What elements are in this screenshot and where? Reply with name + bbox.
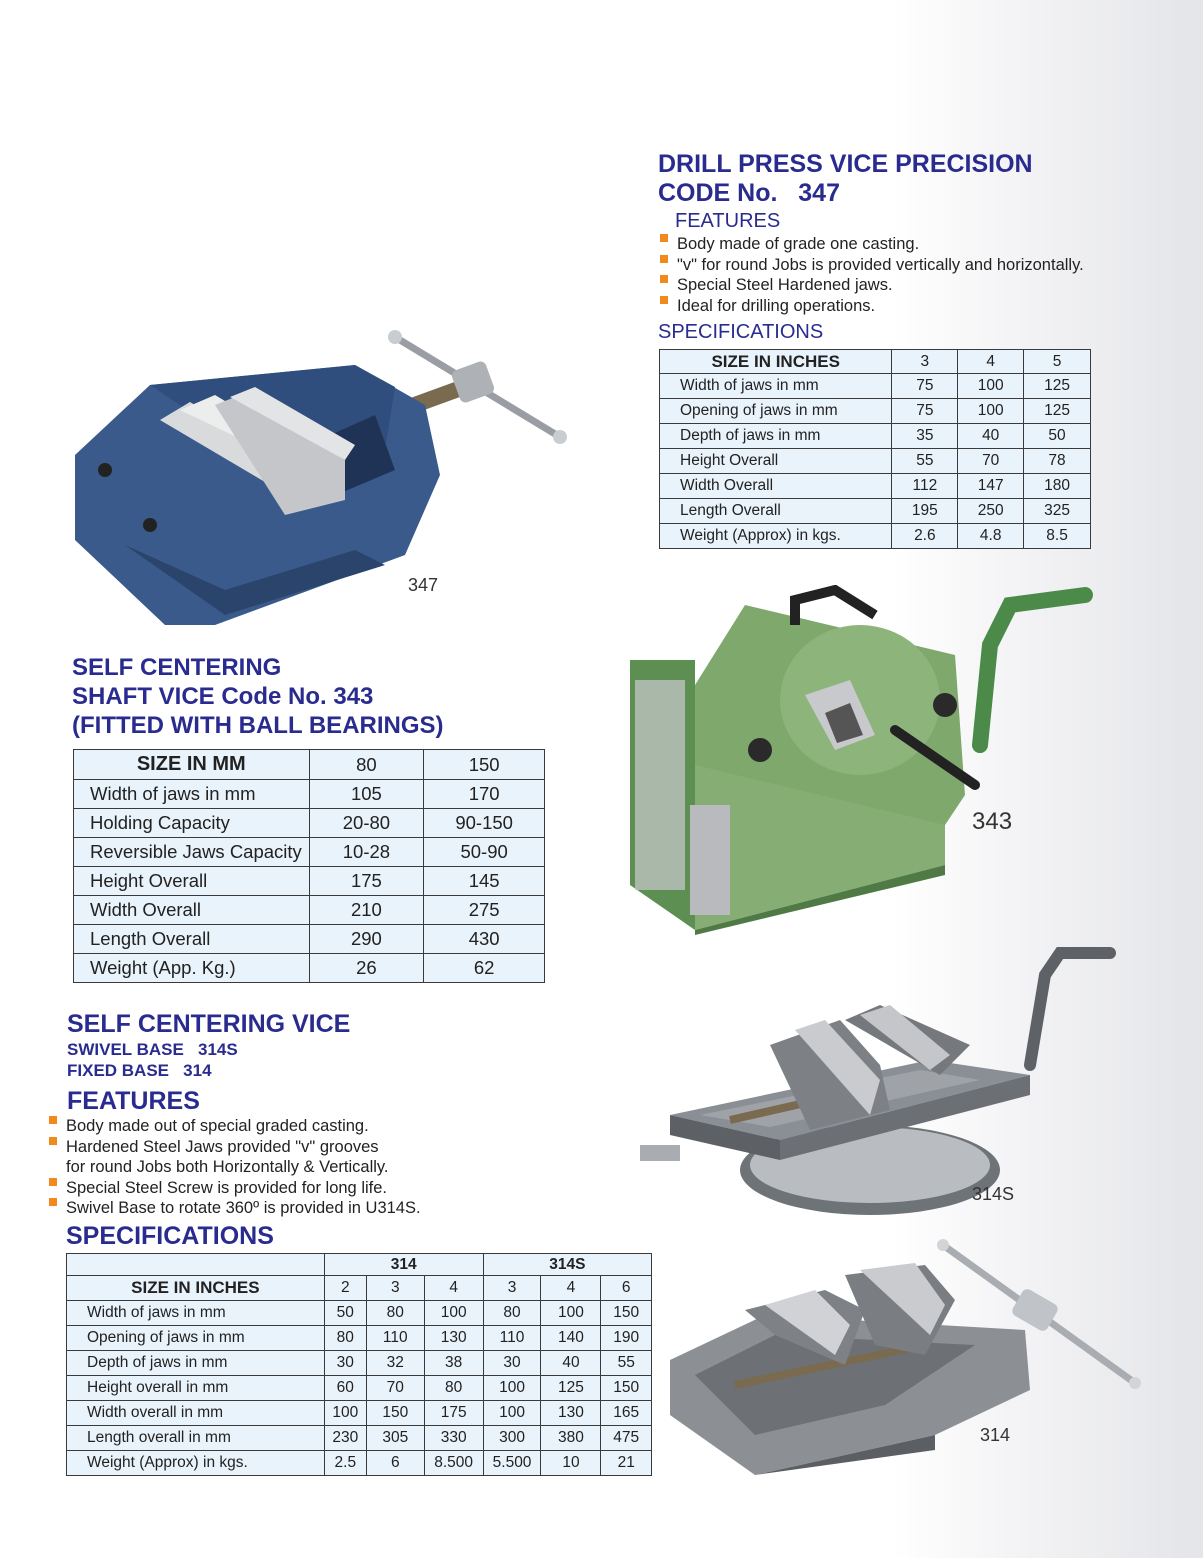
cell: 80 (324, 1326, 366, 1351)
cell: 300 (483, 1426, 541, 1451)
title-343-line1: SELF CENTERING (72, 654, 282, 681)
row-label: Weight (Approx) in kgs. (660, 524, 892, 549)
column-header: 3 (366, 1276, 424, 1301)
table-row (74, 867, 545, 896)
group-header-314s: 314S (483, 1254, 651, 1276)
row-label: Width of jaws in mm (660, 374, 892, 399)
features-list-347 (660, 234, 1084, 316)
row-label: Opening of jaws in mm (67, 1326, 325, 1351)
cell: 190 (601, 1326, 652, 1351)
cell: 90-150 (424, 809, 545, 838)
features-heading-314: FEATURES (67, 1087, 200, 1115)
cell: 250 (958, 499, 1024, 524)
table-row (67, 1426, 652, 1451)
table-header-row (660, 350, 1091, 374)
vice-343-image (625, 585, 1095, 935)
table-row (67, 1401, 652, 1426)
cell: 110 (366, 1326, 424, 1351)
table-row (74, 809, 545, 838)
features-list-314 (49, 1116, 421, 1219)
cell: 20-80 (309, 809, 424, 838)
table-row (660, 374, 1091, 399)
section-347-header (658, 150, 1033, 234)
cell: 290 (309, 925, 424, 954)
cell: 80 (483, 1301, 541, 1326)
cell: 150 (366, 1401, 424, 1426)
table-row (660, 524, 1091, 549)
row-label: Length Overall (660, 499, 892, 524)
row-label: Weight (Approx) in kgs. (67, 1451, 325, 1476)
cell: 125 (1024, 399, 1091, 424)
column-header: 150 (424, 750, 545, 780)
cell: 2.6 (892, 524, 958, 549)
cell: 26 (309, 954, 424, 983)
cell: 150 (601, 1376, 652, 1401)
row-label: Depth of jaws in mm (660, 424, 892, 449)
cell: 175 (309, 867, 424, 896)
cell: 40 (958, 424, 1024, 449)
cell: 8.5 (1024, 524, 1091, 549)
table-row (74, 896, 545, 925)
cell: 100 (483, 1376, 541, 1401)
cell: 10 (541, 1451, 601, 1476)
cell: 21 (601, 1451, 652, 1476)
feature-item: "v" for round Jobs is provided vertically and horizontally. (660, 255, 1084, 276)
column-header: 4 (424, 1276, 483, 1301)
table-row (74, 838, 545, 867)
title-343-line2: SHAFT VICE Code No. 343 (72, 683, 374, 710)
cell: 130 (424, 1326, 483, 1351)
cell: 5.500 (483, 1451, 541, 1476)
cell: 100 (424, 1301, 483, 1326)
cell: 78 (1024, 449, 1091, 474)
column-header: SIZE IN INCHES (660, 350, 892, 374)
cell: 275 (424, 896, 545, 925)
vice-314-image (665, 1235, 1145, 1475)
table-header-row (67, 1276, 652, 1301)
column-header: 4 (958, 350, 1024, 374)
features-heading-347: FEATURES (675, 210, 781, 232)
table-row (74, 780, 545, 809)
cell: 80 (366, 1301, 424, 1326)
cell: 35 (892, 424, 958, 449)
column-header: 3 (483, 1276, 541, 1301)
row-label: Width of jaws in mm (74, 780, 310, 809)
cell: 50 (324, 1301, 366, 1326)
section-343-header (72, 653, 444, 740)
row-label: Width Overall (660, 474, 892, 499)
cell: 50 (1024, 424, 1091, 449)
cell: 125 (541, 1376, 601, 1401)
table-row (660, 424, 1091, 449)
cell: 30 (483, 1351, 541, 1376)
cell: 112 (892, 474, 958, 499)
caption-343: 343 (972, 808, 1013, 835)
cell: 50-90 (424, 838, 545, 867)
caption-314: 314 (980, 1425, 1011, 1445)
cell: 70 (958, 449, 1024, 474)
caption-314s: 314S (972, 1184, 1015, 1204)
column-header: 6 (601, 1276, 652, 1301)
cell: 130 (541, 1401, 601, 1426)
row-label: Holding Capacity (74, 809, 310, 838)
cell: 305 (366, 1426, 424, 1451)
cell: 100 (324, 1401, 366, 1426)
row-label: Weight (App. Kg.) (74, 954, 310, 983)
cell: 40 (541, 1351, 601, 1376)
row-label: Width of jaws in mm (67, 1301, 325, 1326)
title-347: DRILL PRESS VICE PRECISION (658, 150, 1033, 178)
column-header: 80 (309, 750, 424, 780)
feature-continuation: for round Jobs both Horizontally & Vertically. (66, 1158, 389, 1176)
cell: 55 (892, 449, 958, 474)
cell: 80 (424, 1376, 483, 1401)
table-row (67, 1451, 652, 1476)
spec-table-343 (73, 749, 545, 983)
table-row (660, 474, 1091, 499)
spec-table-314 (66, 1253, 652, 1476)
column-header: 4 (541, 1276, 601, 1301)
cell: 147 (958, 474, 1024, 499)
code-347: CODE No. 347 (658, 179, 840, 207)
cell: 100 (541, 1301, 601, 1326)
feature-text: Hardened Steel Jaws provided "v" grooves (66, 1137, 379, 1156)
table-row (67, 1376, 652, 1401)
row-label: Opening of jaws in mm (660, 399, 892, 424)
cell: 55 (601, 1351, 652, 1376)
cell: 180 (1024, 474, 1091, 499)
cell: 30 (324, 1351, 366, 1376)
table-row (660, 449, 1091, 474)
cell: 75 (892, 399, 958, 424)
feature-item: Swivel Base to rotate 360º is provided in U314S. (49, 1198, 421, 1219)
title-314: SELF CENTERING VICE (67, 1010, 351, 1038)
row-label: Reversible Jaws Capacity (74, 838, 310, 867)
spec-heading-347: SPECIFICATIONS (658, 321, 824, 343)
cell: 8.500 (424, 1451, 483, 1476)
cell: 32 (366, 1351, 424, 1376)
table-row (67, 1301, 652, 1326)
cell: 165 (601, 1401, 652, 1426)
vice-314s-image (640, 945, 1120, 1225)
row-label: Depth of jaws in mm (67, 1351, 325, 1376)
column-header: 3 (892, 350, 958, 374)
row-label: Width Overall (74, 896, 310, 925)
table-row (74, 925, 545, 954)
cell: 75 (892, 374, 958, 399)
table-row (660, 499, 1091, 524)
caption-347: 347 (408, 575, 439, 595)
cell: 330 (424, 1426, 483, 1451)
empty-cell (67, 1254, 325, 1276)
cell: 170 (424, 780, 545, 809)
row-label: Width overall in mm (67, 1401, 325, 1426)
cell: 100 (958, 399, 1024, 424)
cell: 10-28 (309, 838, 424, 867)
table-row (67, 1326, 652, 1351)
cell: 110 (483, 1326, 541, 1351)
cell: 100 (958, 374, 1024, 399)
cell: 380 (541, 1426, 601, 1451)
table-row (660, 399, 1091, 424)
column-header: 2 (324, 1276, 366, 1301)
table-header-row (74, 750, 545, 780)
table-row (74, 954, 545, 983)
cell: 38 (424, 1351, 483, 1376)
row-label: Height Overall (660, 449, 892, 474)
column-header: SIZE IN INCHES (67, 1276, 325, 1301)
cell: 4.8 (958, 524, 1024, 549)
feature-item: Ideal for drilling operations. (660, 296, 1084, 317)
cell: 70 (366, 1376, 424, 1401)
feature-item (49, 1137, 421, 1178)
column-header: 5 (1024, 350, 1091, 374)
cell: 230 (324, 1426, 366, 1451)
cell: 105 (309, 780, 424, 809)
feature-item: Special Steel Screw is provided for long life. (49, 1178, 421, 1199)
cell: 125 (1024, 374, 1091, 399)
column-header: SIZE IN MM (74, 750, 310, 780)
spec-heading-314: SPECIFICATIONS (66, 1222, 274, 1250)
feature-item: Body made of grade one casting. (660, 234, 1084, 255)
row-label: Height Overall (74, 867, 310, 896)
cell: 195 (892, 499, 958, 524)
feature-item: Body made out of special graded casting. (49, 1116, 421, 1137)
cell: 60 (324, 1376, 366, 1401)
cell: 2.5 (324, 1451, 366, 1476)
cell: 145 (424, 867, 545, 896)
cell: 62 (424, 954, 545, 983)
table-row (67, 1351, 652, 1376)
title-343-line3: (FITTED WITH BALL BEARINGS) (72, 712, 444, 739)
cell: 150 (601, 1301, 652, 1326)
section-314-header (67, 1010, 350, 1117)
cell: 100 (483, 1401, 541, 1426)
cell: 6 (366, 1451, 424, 1476)
cell: 430 (424, 925, 545, 954)
swivel-base-label: SWIVEL BASE 314S (67, 1040, 238, 1059)
row-label: Length Overall (74, 925, 310, 954)
cell: 140 (541, 1326, 601, 1351)
spec-table-347 (659, 349, 1091, 549)
fixed-base-label: FIXED BASE 314 (67, 1061, 212, 1080)
row-label: Height overall in mm (67, 1376, 325, 1401)
table-group-header-row (67, 1254, 652, 1276)
cell: 325 (1024, 499, 1091, 524)
cell: 175 (424, 1401, 483, 1426)
cell: 475 (601, 1426, 652, 1451)
vice-347-image (55, 325, 575, 635)
cell: 210 (309, 896, 424, 925)
row-label: Length overall in mm (67, 1426, 325, 1451)
feature-item: Special Steel Hardened jaws. (660, 275, 1084, 296)
group-header-314: 314 (324, 1254, 483, 1276)
